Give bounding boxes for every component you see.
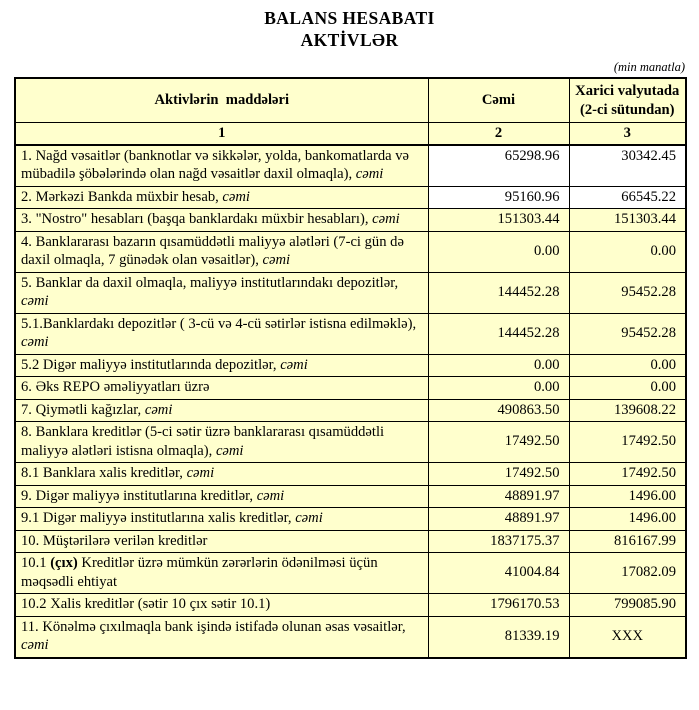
row-label-part: 8. Banklara kreditlər (5-ci sətir üzrə banklararası qısamüddətli maliyyə alətləri istisna olmaqla), xyxy=(21,424,385,459)
row-label-part: 5.1.Banklardakı depozitlər ( 3-cü və 4-cü sətirlər istisna edilməklə), xyxy=(21,315,417,332)
value-cell-foreign-currency: 66545.22 xyxy=(569,186,686,209)
table-row xyxy=(15,209,686,232)
row-label-part: Kreditlər üzrə mümkün zərərlərin ödənilməsi üçün məqsədli ehtiyat xyxy=(21,555,378,590)
header-cell-foreign-currency: Xarici valyutada (2-ci sütundan) xyxy=(569,78,686,123)
table-row xyxy=(15,272,686,313)
value-cell-total: 1796170.53 xyxy=(428,594,569,617)
value-cell-foreign-currency: XXX xyxy=(569,616,686,658)
row-label-part: cəmi xyxy=(355,166,384,182)
header-cell-items: Aktivlərin maddələri xyxy=(15,78,428,123)
value-cell-foreign-currency: 95452.28 xyxy=(569,313,686,354)
value-cell-foreign-currency: 799085.90 xyxy=(569,594,686,617)
value-cell-total: 0.00 xyxy=(428,377,569,400)
value-cell-total: 144452.28 xyxy=(428,272,569,313)
column-number-3: 3 xyxy=(569,123,686,145)
row-label-part: (çıx) xyxy=(50,555,78,571)
value-cell-total: 151303.44 xyxy=(428,209,569,232)
row-label-part: cəmi xyxy=(21,334,49,350)
value-cell-foreign-currency: 151303.44 xyxy=(569,209,686,232)
column-number-1: 1 xyxy=(15,123,428,145)
row-label-cell xyxy=(15,209,428,232)
table-row xyxy=(15,485,686,508)
table-row xyxy=(15,594,686,617)
unit-note: (min manatla) xyxy=(613,60,685,74)
row-label-cell xyxy=(15,354,428,377)
table-row xyxy=(15,463,686,486)
row-label-cell xyxy=(15,377,428,400)
row-label-part: cəmi xyxy=(21,637,49,653)
table-row xyxy=(15,377,686,400)
row-label-cell xyxy=(15,594,428,617)
value-cell-foreign-currency: 0.00 xyxy=(569,354,686,377)
row-label-part: cəmi xyxy=(262,252,291,268)
row-label-cell xyxy=(15,231,428,272)
table-row xyxy=(15,354,686,377)
value-cell-total: 0.00 xyxy=(428,354,569,377)
value-cell-foreign-currency: 0.00 xyxy=(569,377,686,400)
row-label-part: cəmi xyxy=(21,293,49,309)
row-label-part: 11. Könəlmə çıxılmaqla bank işində istifadə olunan əsas vəsaitlər, xyxy=(21,618,406,635)
row-label-cell xyxy=(15,145,428,187)
value-cell-foreign-currency: 30342.45 xyxy=(569,145,686,187)
table-row xyxy=(15,616,686,658)
value-cell-foreign-currency: 139608.22 xyxy=(569,399,686,422)
row-label-part: 8.1 Banklara xalis kreditlər, xyxy=(21,465,187,481)
value-cell-total: 41004.84 xyxy=(428,553,569,594)
row-label-part: cəmi xyxy=(295,510,323,526)
row-label-part: 6. Əks REPO əməliyyatları üzrə xyxy=(21,379,210,395)
header-cell-total: Cəmi xyxy=(428,78,569,123)
row-label-part: 9.1 Digər maliyyə institutlarına xalis kreditlər, xyxy=(21,510,296,526)
column-number-2: 2 xyxy=(428,123,569,145)
balance-table xyxy=(14,77,687,659)
row-label-cell xyxy=(15,422,428,463)
value-cell-total: 48891.97 xyxy=(428,508,569,531)
table-row xyxy=(15,399,686,422)
row-label-part: 10.1 xyxy=(21,555,51,571)
row-label-part: cəmi xyxy=(372,211,400,227)
page-title xyxy=(0,7,699,51)
value-cell-total: 490863.50 xyxy=(428,399,569,422)
report-title-line1: BALANS HESABATI xyxy=(264,8,435,28)
row-label-cell xyxy=(15,463,428,486)
table-header xyxy=(15,78,686,145)
value-cell-foreign-currency: 95452.28 xyxy=(569,272,686,313)
row-label-cell xyxy=(15,508,428,531)
row-label-part: cəmi xyxy=(256,487,285,504)
value-cell-total: 144452.28 xyxy=(428,313,569,354)
row-label-part: cəmi xyxy=(186,465,215,481)
row-label-cell xyxy=(15,616,428,658)
table-row xyxy=(15,145,686,187)
row-label-part: cəmi xyxy=(144,401,173,418)
value-cell-foreign-currency: 816167.99 xyxy=(569,530,686,553)
table-row xyxy=(15,186,686,209)
value-cell-total: 17492.50 xyxy=(428,463,569,486)
row-label-cell xyxy=(15,313,428,354)
row-label-part: 5.2 Digər maliyyə institutlarında depozitlər, xyxy=(21,356,281,373)
table-row xyxy=(15,313,686,354)
row-label-part: 10. Müştərilərə verilən kreditlər xyxy=(21,532,208,549)
value-cell-total: 65298.96 xyxy=(428,145,569,187)
row-label-cell xyxy=(15,186,428,209)
row-label-part: 3. "Nostro" hesabları (başqa banklardakı müxbir hesabları), xyxy=(21,211,373,227)
value-cell-foreign-currency: 1496.00 xyxy=(569,485,686,508)
row-label-cell xyxy=(15,485,428,508)
row-label-part: 5. Banklar da daxil olmaqla, maliyyə institutlarındakı depozitlər, xyxy=(21,274,399,291)
value-cell-total: 1837175.37 xyxy=(428,530,569,553)
row-label-part: cəmi xyxy=(215,442,244,459)
row-label-part: 2. Mərkəzi Bankda müxbir hesab, xyxy=(21,188,223,205)
row-label-part: 4. Banklararası bazarın qısamüddətli maliyyə alətləri (7-ci gün də daxil olmaqla, 7 günədək olan vəsaitlər), xyxy=(21,233,404,268)
row-label-part: cəmi xyxy=(222,188,250,205)
value-cell-total: 48891.97 xyxy=(428,485,569,508)
value-cell-foreign-currency: 0.00 xyxy=(569,231,686,272)
row-label-part: 10.2 Xalis kreditlər (sətir 10 çıx sətir 10.1) xyxy=(21,596,271,612)
value-cell-foreign-currency: 17492.50 xyxy=(569,463,686,486)
value-cell-total: 81339.19 xyxy=(428,616,569,658)
row-label-part: 9. Digər maliyyə institutlarına kreditlər, xyxy=(21,487,257,504)
row-label-cell xyxy=(15,553,428,594)
table-row xyxy=(15,231,686,272)
value-cell-foreign-currency: 17492.50 xyxy=(569,422,686,463)
value-cell-total: 0.00 xyxy=(428,231,569,272)
table-row xyxy=(15,553,686,594)
table-row xyxy=(15,422,686,463)
row-label-part: cəmi xyxy=(280,356,308,373)
table-row xyxy=(15,530,686,553)
row-label-part: 1. Nağd vəsaitlər (banknotlar və sikkələr, yolda, bankomatlarda və mübadilə şöbələrində olan nağd vəsaitlər daxil olmaqla), xyxy=(21,147,410,182)
row-label-cell xyxy=(15,399,428,422)
table-row xyxy=(15,508,686,531)
column-number-row xyxy=(15,123,686,145)
table-body xyxy=(15,145,686,658)
value-cell-total: 95160.96 xyxy=(428,186,569,209)
value-cell-total: 17492.50 xyxy=(428,422,569,463)
row-label-cell xyxy=(15,530,428,553)
report-title-line2: AKTİVLƏR xyxy=(300,30,399,50)
header-row xyxy=(15,78,686,123)
value-cell-foreign-currency: 1496.00 xyxy=(569,508,686,531)
value-cell-foreign-currency: 17082.09 xyxy=(569,553,686,594)
row-label-part: 7. Qiymətli kağızlar, xyxy=(21,401,145,418)
row-label-cell xyxy=(15,272,428,313)
